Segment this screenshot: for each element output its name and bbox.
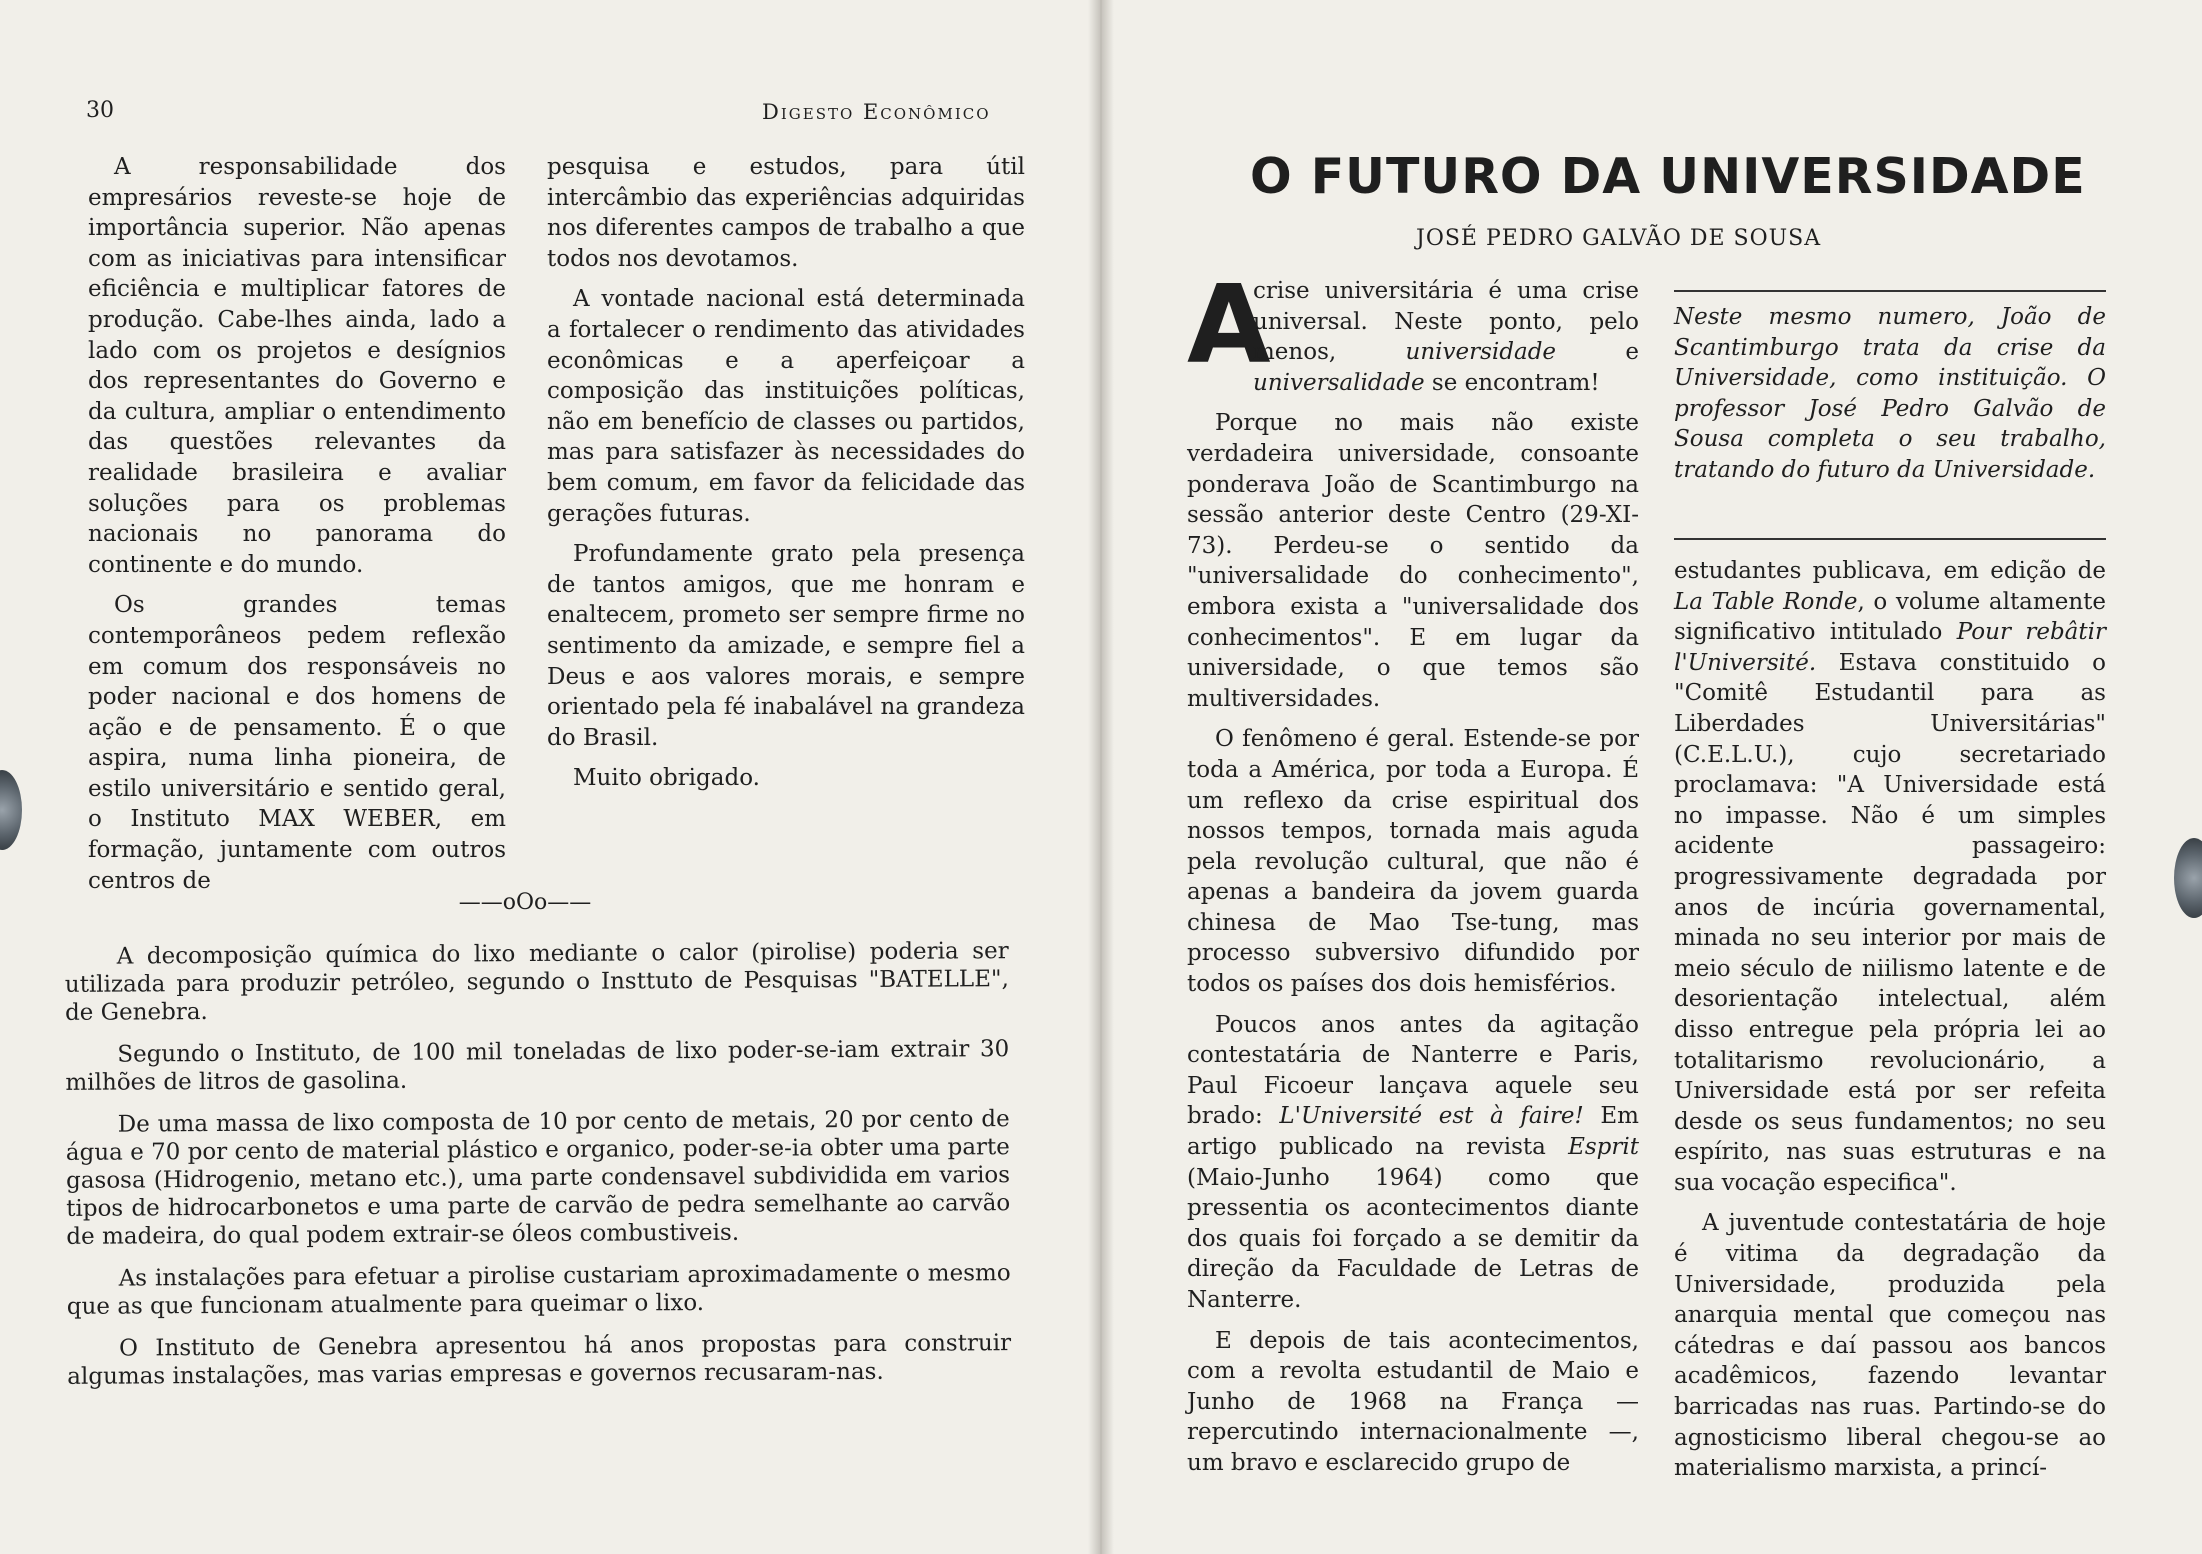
- binder-hole: [0, 770, 22, 850]
- paragraph: As instalações para efetuar a pirolise custariam aproximadamente o mesmo que as que funcionam atualmente para queimar o lixo.: [66, 1260, 1011, 1320]
- paragraph: Porque no mais não existe verdadeira universidade, consoante ponderava João de Scantimburgo na sessão anterior deste Centro (29-XI-73). Perdeu-se o sentido da "universalidade do conhecimento", embora exista a "universalidade dos conhecimentos". E em lugar da universidade, o que temos são multiversidades.: [1187, 410, 1639, 712]
- paragraph: De uma massa de lixo composta de 10 por cento de metais, 20 por cento de água e 70 por cento de material plástico e organico, poder-se-ia obter uma parte gasosa (Hidrogenio, metano etc.), uma parte condensavel subdividida em varios tipos de hidrocarbonetos e uma parte de carvão de pedra semelhante ao carvão de madeira, do qual podem extrair-se óleos combustiveis.: [65, 1106, 1011, 1250]
- wide-article: [65, 937, 1012, 1405]
- paragraph: Os grandes temas contemporâneos pedem reflexão em comum dos responsáveis no poder nacional e dos homens de ação e de pensamento. É o que aspira, numa linha pioneira, de estilo universitário e sentido geral, o Instituto MAX WEBER, em formação, juntamente com outros centros de: [88, 592, 506, 894]
- paragraph: A responsabilidade dos empresários reveste-se hoje de importância superior. Não apenas com as iniciativas para intensificar eficiência e multiplicar fatores de produção. Cabe-lhes ainda, lado a lado com os projetos e desígnios dos representantes do Governo e da cultura, ampliar o entendimento das questões relevantes da realidade brasileira e avaliar soluções para os problemas nacionais no panorama do continente e do mundo.: [88, 154, 506, 578]
- paragraph: E depois de tais acontecimentos, com a revolta estudantil de Maio e Junho de 1968 na França — repercutindo internacionalmente —, um bravo e esclarecido grupo de: [1187, 1327, 1639, 1476]
- page-number: 30: [86, 98, 114, 123]
- section-separator: ——oOo——: [458, 890, 592, 915]
- paragraph: A crise universitária é uma crise universal. Neste ponto, pelo menos, universidade e universalidade se encontram!: [1187, 276, 1639, 398]
- left-column-2: [547, 152, 1025, 794]
- paragraph: estudantes publicava, em edição de La Table Ronde, o volume altamente significativo intitulado Pour rebâtir l'Université. Estava constituido o "Comitê Estudantil para as Liberdades Universitárias" (C.E.L.U.), cujo secretariado proclamava: "A Universidade está no impasse. Não é um simples acidente passageiro: progressivamente degradada por anos de incúria governamental, minada no seu interior por mais de meio século de niilismo latente e de desorientação intelectual, além disso entregue pela própria lei ao totalitarismo revolucionário, a Universidade está por ser refeita desde os seus fundamentos; no seu espírito, nas suas estruturas e na sua vocação especifica".: [1674, 558, 2106, 1196]
- drop-cap: A: [1187, 263, 1271, 388]
- paragraph: Profundamente grato pela presença de tantos amigos, que me honram e enaltecem, prometo ser sempre firme no sentimento da amizade, e sempre fiel a Deus e aos valores morais, e sempre orientado pela fé inabalável na grandeza do Brasil.: [547, 541, 1025, 751]
- right-column-1: [1187, 263, 1639, 1479]
- paragraph: Muito obrigado.: [573, 765, 760, 792]
- author-byline: JOSÉ PEDRO GALVÃO DE SOUSA: [1416, 226, 1822, 251]
- paragraph: Poucos anos antes da agitação contestatária de Nanterre e Paris, Paul Ficoeur lançava aquele seu brado: L'Université est à faire! Em artigo publicado na revista Esprit (Maio-Junho 1964) como que pressentia os acontecimentos diante dos quais foi forçado a se demitir da direção da Faculdade de Letras de Nanterre.: [1187, 1011, 1639, 1313]
- paragraph: pesquisa e estudos, para útil intercâmbio das experiências adquiridas nos diferentes campos de trabalho a que todos nos devotamos.: [547, 154, 1025, 272]
- paragraph: A juventude contestatária de hoje é vitima da degradação da Universidade, produzida pela anarquia mental que começou nas cátedras e daí passou aos bancos acadêmicos, fazendo levantar barricadas nas ruas. Partindo-se do agnosticismo liberal chegou-se ao materialismo marxista, a princí-: [1674, 1210, 2106, 1482]
- paragraph: Segundo o Instituto, de 100 mil toneladas de lixo poder-se-iam extrair 30 milhões de litros de gasolina.: [65, 1036, 1010, 1096]
- paragraph: O fenômeno é geral. Estende-se por toda a América, por toda a Europa. É um reflexo da crise espiritual dos nossos tempos, tornada mais aguda pela revolução cultural, que não é apenas a bandeira da jovem guarda chinesa de Mao Tse-tung, mas processo subversivo difundido por todos os países dos dois hemisférios.: [1187, 726, 1639, 998]
- note-rule-top: [1674, 290, 2106, 292]
- right-column-2: [1674, 556, 2106, 1484]
- book-gutter: [1088, 0, 1114, 1554]
- running-head: Digesto Econômico: [762, 100, 991, 124]
- left-column-1: [88, 152, 506, 896]
- left-page: [0, 0, 1098, 1554]
- article-title: O FUTURO DA UNIVERSIDADE: [1250, 148, 2086, 205]
- paragraph: A decomposição química do lixo mediante o calor (pirolise) poderia ser utilizada para produzir petróleo, segundo o Insttuto de Pesquisas "BATELLE", de Genebra.: [64, 938, 1009, 1026]
- paragraph: O Instituto de Genebra apresentou há anos propostas para construir algumas instalações, mas varias empresas e governos recusaram-nas.: [67, 1330, 1012, 1390]
- editor-note: Neste mesmo numero, João de Scantimburgo trata da crise da Universidade, como instituição. O professor José Pedro Galvão de Sousa completa o seu trabalho, tratando do futuro da Universidade.: [1674, 304, 2106, 483]
- note-rule-bottom: [1674, 538, 2106, 540]
- paragraph: A vontade nacional está determinada a fortalecer o rendimento das atividades econômicas e a aperfeiçoar a composição das instituições políticas, não em benefício de classes ou partidos, mas para satisfazer às necessidades do bem comum, em favor da felicidade das gerações futuras.: [547, 286, 1025, 527]
